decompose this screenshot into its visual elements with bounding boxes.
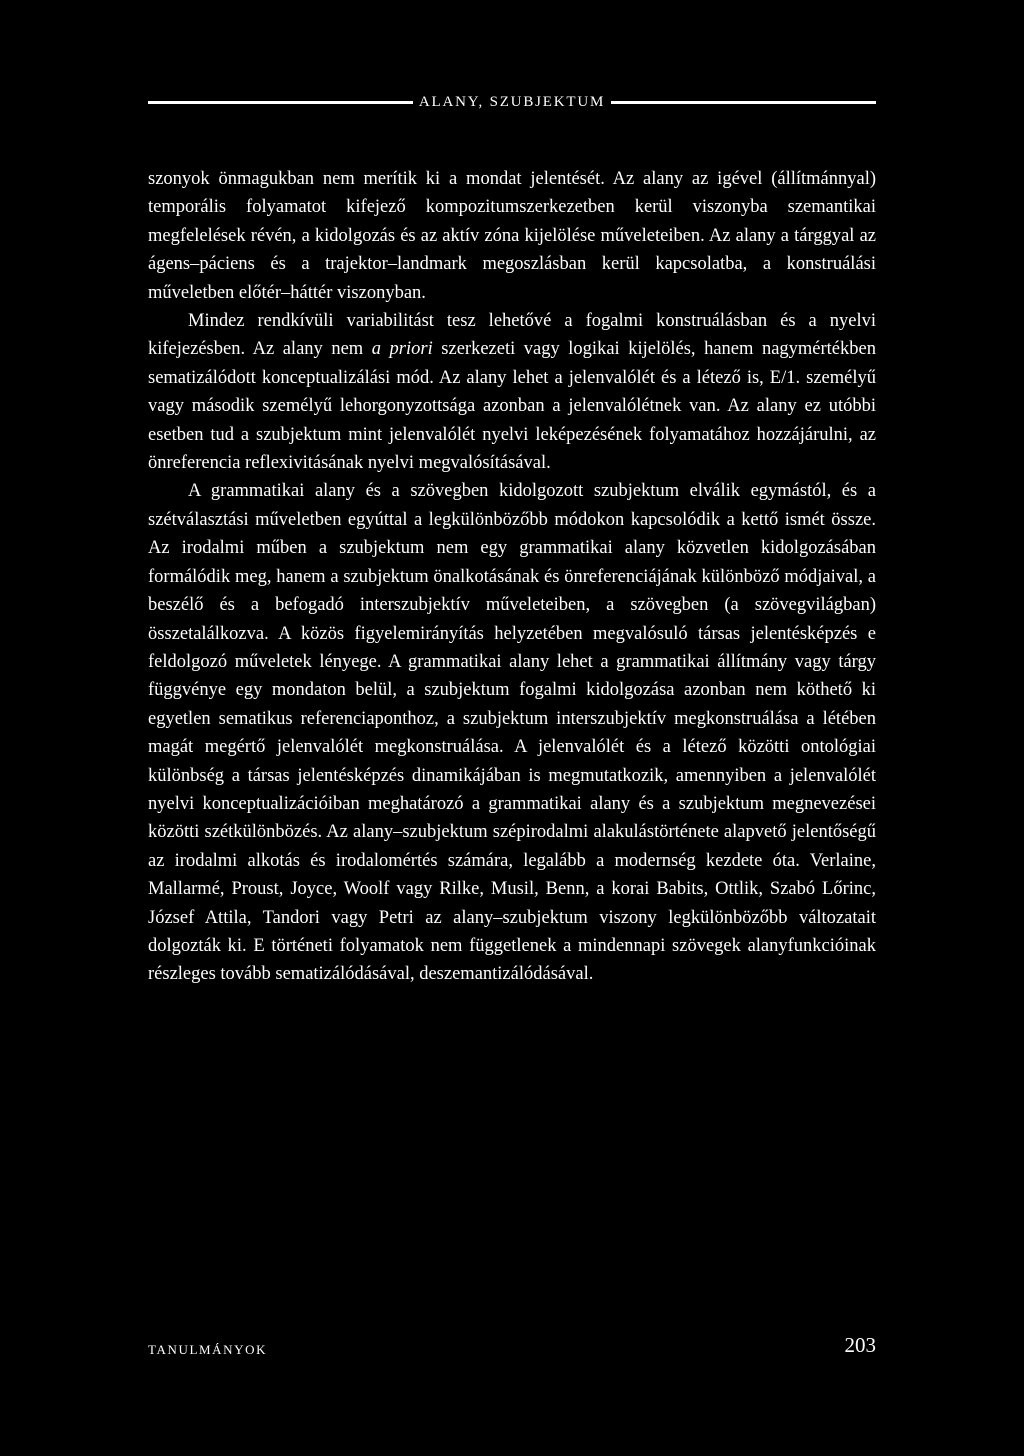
- header-rule-right: [611, 101, 876, 104]
- running-header-title: ALANY, SZUBJEKTUM: [418, 94, 606, 110]
- paragraph-2: [148, 307, 876, 477]
- paragraph-2-text-start: Mindez rendkívüli variabilitást tesz lehetővé a fogalmi konstruálásban és a nyelvi kifejezésben. Az alany nem: [148, 311, 876, 360]
- footer-section-title: TANULMÁNYOK: [148, 1342, 268, 1357]
- page-footer: [148, 1334, 876, 1358]
- running-header: [148, 92, 876, 112]
- header-rule-left: [148, 101, 413, 104]
- paragraph-2-text-end: szerkezeti vagy logikai kijelölés, hanem nagymértékben sematizálódott konceptualizálási mód. Az alany lehet a jelenvalólét és a létező is, E/1. személyű vagy második személyű lehorgonyzottsága azonban a jelenvalólétnek van. Az alany ez utóbbi esetben tud a szubjektum mint jelenvalólét nyelvi leképezésének folyamatához hozzájárulni, az önreferencia reflexivitásának nyelvi megvalósításával.: [148, 339, 876, 474]
- body-text: [148, 165, 876, 989]
- paragraph-continued: szonyok önmagukban nem merítik ki a mondat jelentését. Az alany az igével (állítmánnyal) temporális folyamatot kifejező kompozitumszerkezetben kerül viszonyba szemantikai megfelelések révén, a kidolgozás és az aktív zóna kijelölése műveleteiben. Az alany a tárggyal az ágens–páciens és a trajektor–landmark megoszlásban kerül kapcsolatba, a konstruálási műveletben előtér–háttér viszonyban.: [148, 169, 876, 303]
- paragraph-3: A grammatikai alany és a szövegben kidolgozott szubjektum elválik egymástól, és a szétválasztási műveletben egyúttal a legkülönbözőbb módokon kapcsolódik a kettő ismét össze. Az irodalmi műben a szubjektum nem egy grammatikai alany közvetlen kidolgozásában formálódik meg, hanem a szubjektum önalkotásának és önreferenciájának különböző módjaival, a beszélő és a befogadó interszubjektív műveleteiben, a szövegben (a szövegvilágban) összetalálkozva. A közös figyelemirányítás helyzetében megvalósuló társas jelentésképzés e feldolgozó műveletek lényege. A grammatikai alany lehet a grammatikai állítmány vagy tárgy függvénye egy mondaton belül, a szubjektum fogalmi kidolgozása azonban nem köthető ki egyetlen sematikus referenciaponthoz, a szubjektum interszubjektív megkonstruálása a létében magát megértő jelenvalólét megkonstruálása. A jelenvalólét és a létező közötti ontológiai különbség a társas jelentésképzés dinamikájában is megmutatkozik, amennyiben a jelenvalólét nyelvi konceptualizációiban meghatározó a grammatikai alany és a szubjektum megnevezései közötti szétkülönbözés. Az alany–szubjektum szépirodalmi alakulástörténete alapvető jelentőségű az irodalmi alkotás és irodalomértés számára, legalább a modernség kezdete óta. Verlaine, Mallarmé, Proust, Joyce, Woolf vagy Rilke, Musil, Benn, a korai Babits, Ottlik, Szabó Lőrinc, József Attila, Tandori vagy Petri az alany–szubjektum viszony legkülönbözőbb változatait dolgozták ki. E történeti folyamatok nem függetlenek a mindennapi szövegek alanyfunkcióinak részleges tovább sematizálódásával, deszemantizálódásával.: [148, 481, 876, 985]
- page-number: 203: [844, 1333, 876, 1357]
- italic-term: a priori: [371, 339, 433, 360]
